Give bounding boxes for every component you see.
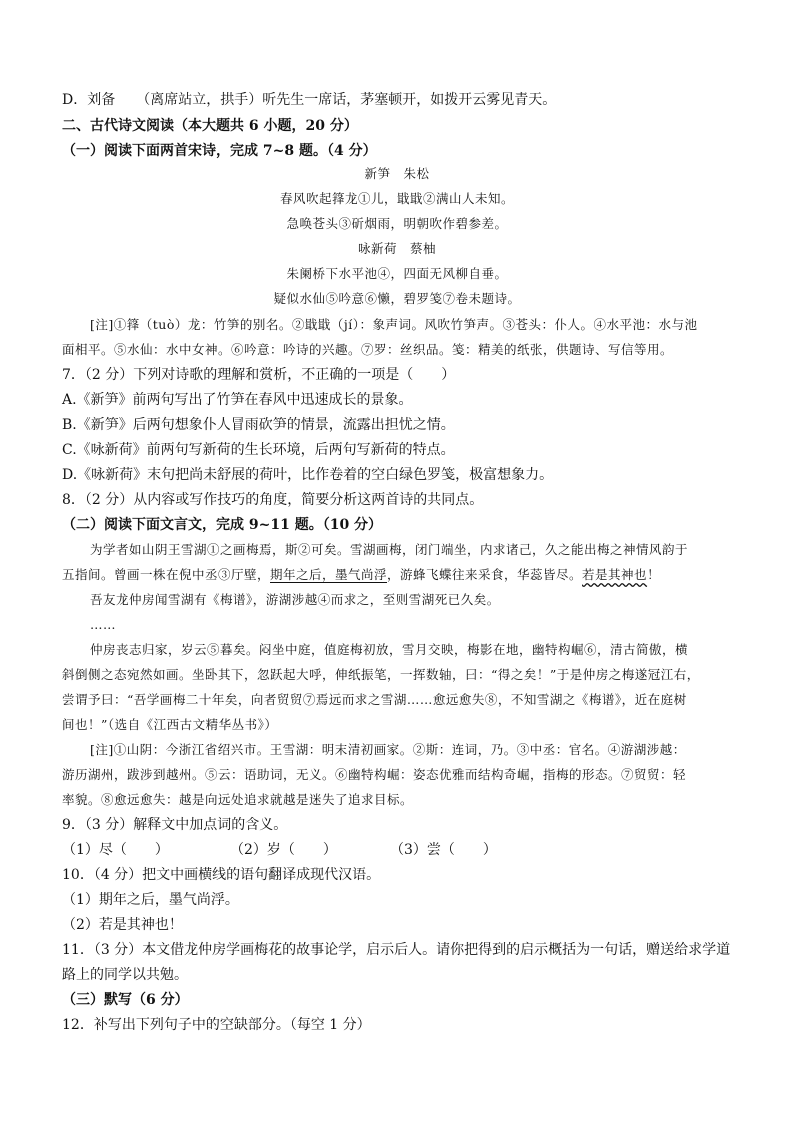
prose-ellipsis: ……	[90, 617, 116, 632]
poem-2-title: 咏新荷 蔡柚	[357, 241, 436, 256]
poem-1-title: 新笋 朱松	[364, 166, 430, 181]
q7-option-b: B.《新笋》后两句想象仆人冒雨砍笋的情景，流露出担忧之情。	[62, 417, 455, 433]
poem-1-line-1: 春风吹起箨龙①儿，戢戢②满山人未知。	[279, 191, 514, 206]
prose-p3-line-1: 仲房丧志归家，岁云⑤暮矣。闷坐中庭，值庭梅初放，雪月交映，梅影在地，幽特构崛⑥，清古简傲，横	[90, 642, 689, 657]
q11-line-1: 11．（3 分）本文借龙仲房学画梅花的故事论学，启示后人。请你把得到的启示概括为一句话，赠送给求学道	[62, 942, 731, 958]
prose-p1-text-d: ！	[647, 567, 661, 582]
q10-item-1: （1）期年之后，墨气尚浮。	[62, 892, 239, 908]
part-3-title: （三）默写（6 分）	[62, 992, 189, 1008]
q7-stem: 7．（2 分）下列对诗歌的理解和赏析，不正确的一项是（ ）	[62, 367, 456, 383]
poem-1-line-2: 急唤苍头③斫烟雨，明朝吹作碧参差。	[286, 216, 508, 231]
prose-p3-line-2: 斜倒侧之态宛然如画。坐卧其下，忽跃起大呼，伸纸振笔，一挥数轴，曰：“得之矣！”于是仲房之梅遂冠江右，	[62, 667, 700, 682]
part-2-title: （二）阅读下面文言文，完成 9~11 题。（10 分）	[62, 517, 383, 533]
prose-note-line-3: 率貌。⑧愈远愈失：越是向远处追求就越是迷失了追求目标。	[62, 792, 414, 807]
q9-item-3: （3）尝（ ）	[390, 842, 497, 858]
prose-p1-line-1: 为学者如山阴王雪湖①之画梅焉，斯②可矣。雪湖画梅，闭门端坐，内求诸己，久之能出梅之神情风韵于	[90, 542, 689, 557]
poem-note-line-2: 面相平。⑤水仙：水中女神。⑥吟意：吟诗的兴趣。⑦罗：丝织品。笺：精美的纸张，供题诗、写信等用。	[62, 342, 674, 357]
q8-stem: 8．（2 分）从内容或写作技巧的角度，简要分析这两首诗的共同点。	[62, 492, 484, 508]
q7-option-c: C.《咏新荷》前两句写新荷的生长环境，后两句写新荷的特点。	[62, 442, 455, 458]
section-2-title: 二、古代诗文阅读（本大题共 6 小题，20 分）	[62, 118, 358, 134]
prose-p3-line-4: 间也！”（选自《江西古文精华丛书》）	[62, 717, 278, 732]
underlined-sentence-2: 若是其神也	[582, 567, 648, 582]
q9-item-1: （1）尽（ ）	[62, 842, 169, 858]
option-d-answer: D．刘备 （离席站立，拱手）听先生一席话，茅塞顿开，如拨开云雾见青天。	[62, 92, 557, 108]
poem-note-line-1: [注]①箨（tuò）龙：竹笋的别名。②戢戢（jí）：象声词。风吹竹笋声。③苍头：仆人。④水平池：水与池	[90, 317, 698, 332]
q10-stem: 10．（4 分）把文中画横线的语句翻译成现代汉语。	[62, 867, 381, 883]
prose-p1-text-b: ，游蜂飞蝶往来采食，华蕊皆尽。	[387, 567, 583, 582]
prose-p3-line-3: 尝谓予曰：“吾学画梅二十年矣，向者贸贸⑦焉远而求之雪湖……愈远愈失⑧，不知雪湖之《梅谱》，近在庭树	[62, 692, 687, 707]
prose-p1-line-2	[62, 565, 660, 585]
poem-2-line-2: 疑似水仙⑤吟意⑥懒，碧罗笺⑦卷未题诗。	[273, 291, 521, 306]
q9-item-2: （2）岁（ ）	[230, 842, 337, 858]
prose-note-line-2: 游历湖州，跋涉到越州。⑤云：语助词，无义。⑥幽特构崛：姿态优雅而结构奇崛，指梅的形态。⑦贸贸：轻	[62, 767, 687, 782]
poem-2-line-1: 朱阑桥下水平池④，四面无风柳自垂。	[286, 266, 508, 281]
underlined-sentence-1: 期年之后，墨气尚浮	[270, 567, 388, 582]
part-1-title: （一）阅读下面两首宋诗，完成 7~8 题。（4 分）	[62, 143, 377, 159]
q7-option-a: A.《新笋》前两句写出了竹笋在春风中迅速成长的景象。	[62, 392, 413, 408]
q7-option-d: D.《咏新荷》末句把尚未舒展的荷叶，比作卷着的空白绿色罗笺，极富想象力。	[62, 467, 554, 483]
prose-p1-text-a: 五指间。曾画一株在倪中丞③厅壁，	[62, 567, 271, 582]
q9-stem: 9．（3 分）解释文中加点词的含义。	[62, 817, 288, 833]
prose-p2: 吾友龙仲房闻雪湖有《梅谱》，游湖涉越④而求之，至则雪湖死已久矣。	[90, 592, 500, 607]
q10-item-2: （2）若是其神也！	[62, 917, 183, 933]
prose-note-line-1: [注]①山阴：今浙江省绍兴市。王雪湖：明末清初画家。②斯：连词，乃。③中丞：官名。④游湖涉越：	[90, 742, 686, 757]
q12-stem: 12．补写出下列句子中的空缺部分。（每空 1 分）	[62, 1017, 371, 1033]
q11-line-2: 路上的同学以共勉。	[62, 967, 188, 983]
